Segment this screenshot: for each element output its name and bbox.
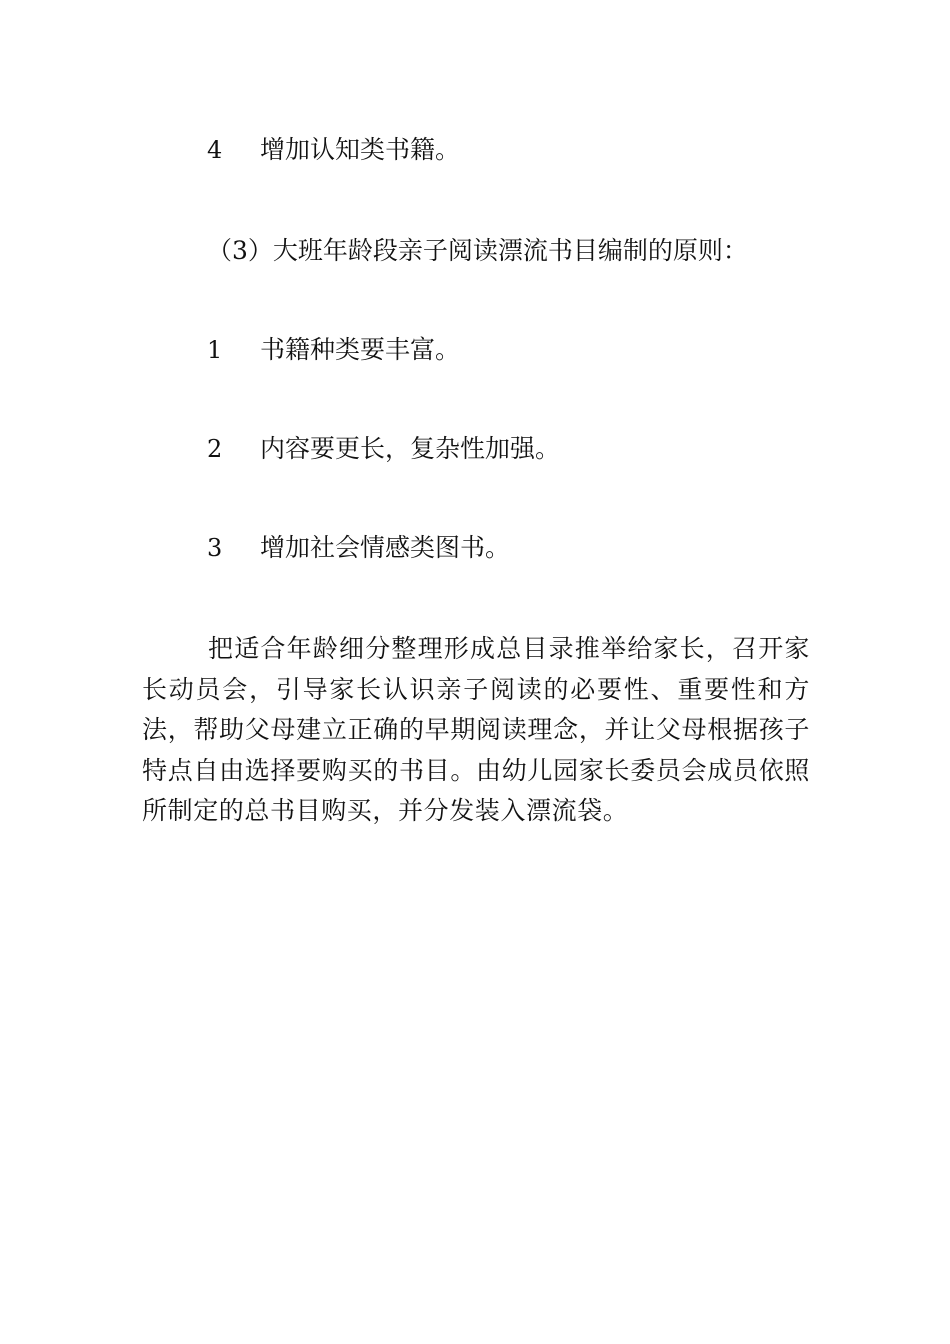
section-heading: （3）大班年龄段亲子阅读漂流书目编制的原则： (207, 236, 748, 265)
list-item-text: 增加社会情感类图书。 (260, 533, 511, 562)
list-item-text: 内容要更长，复杂性加强。 (260, 434, 561, 463)
list-item-number: 1 (207, 336, 223, 364)
body-paragraph: 把适合年龄细分整理形成总目录推举给家长，召开家长动员会，引导家长认识亲子阅读的必要性、重要性和方法，帮助父母建立正确的早期阅读理念，并让父母根据孩子特点自由选择要购买的书目。由幼儿园家长委员会成员依照所制定的总书目购买，并分发装入漂流袋。 (142, 634, 810, 825)
list-item-number: 4 (207, 136, 223, 164)
list-item-text: 书籍种类要丰富。 (260, 335, 461, 364)
list-item-text: 增加认知类书籍。 (260, 135, 461, 164)
list-item-number: 3 (207, 534, 223, 562)
list-item-number: 2 (207, 435, 223, 463)
